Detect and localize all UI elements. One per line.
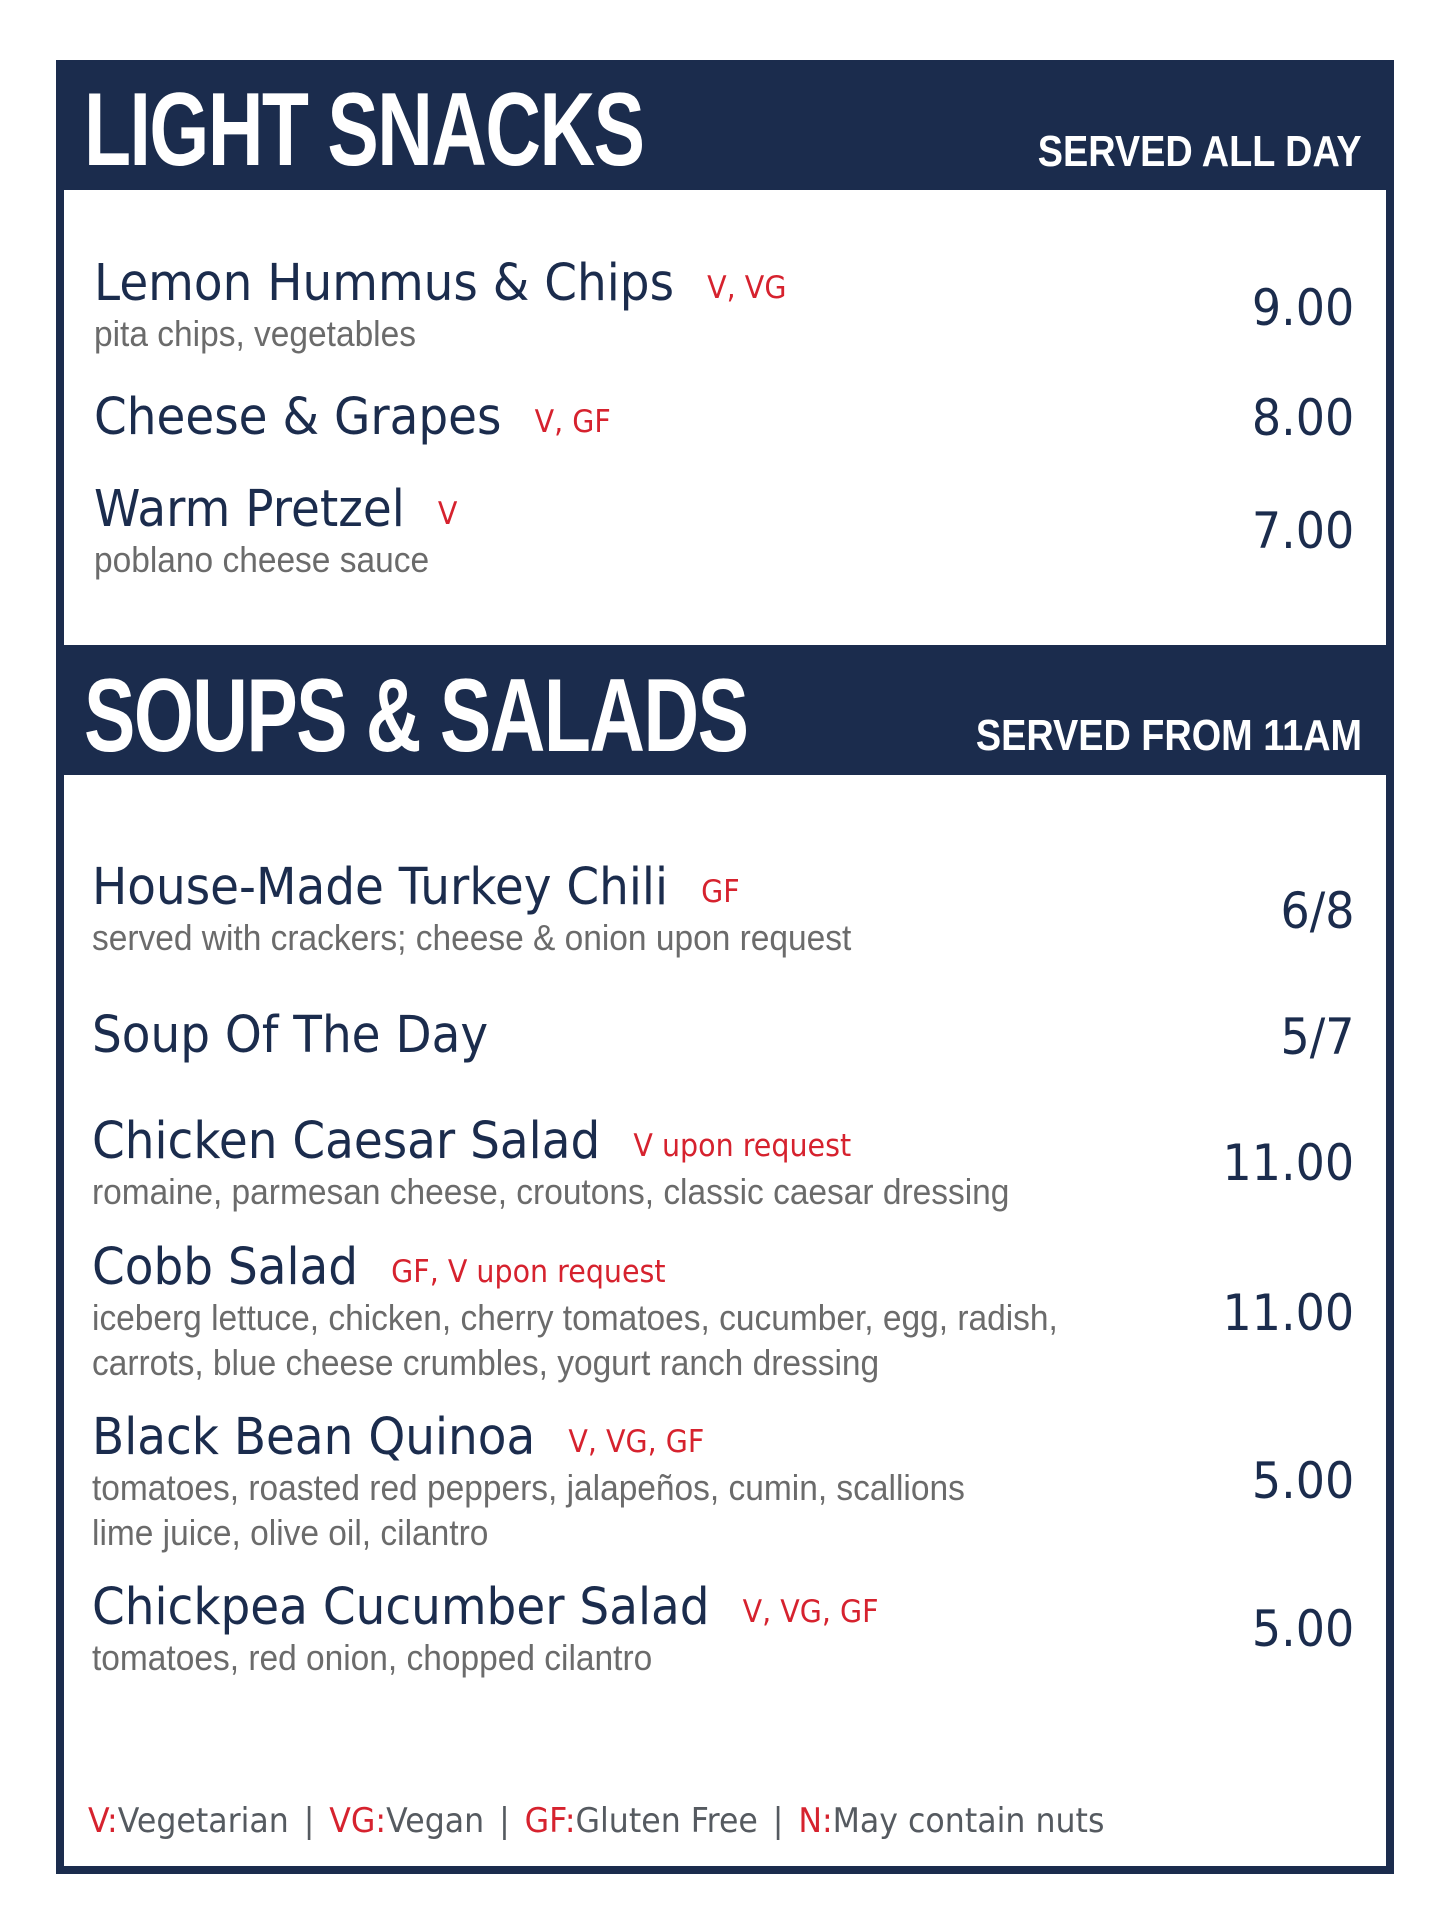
menu-item-name (94, 480, 458, 539)
menu-item-name (92, 1578, 879, 1637)
menu-item-name (94, 388, 611, 447)
menu-item-price: 7.00 (1251, 502, 1354, 560)
menu-item-price: 5.00 (1251, 1600, 1354, 1658)
dietary-tags: V, VG, GF (742, 1594, 879, 1630)
section-subtitle-light-snacks: SERVED ALL DAY (1038, 127, 1362, 176)
legend-separator: | (499, 1801, 510, 1841)
menu-item-name (92, 1238, 666, 1297)
menu-item-description: tomatoes, roasted red peppers, jalapeños, cumin, scallions (92, 1467, 965, 1508)
dietary-tags: V, GF (534, 404, 611, 440)
section-subtitle-soups-salads: SERVED FROM 11AM (975, 711, 1362, 760)
dietary-tags: V upon request (633, 1128, 852, 1164)
legend-label: Gluten Free (575, 1801, 758, 1841)
menu-item-price: 5.00 (1251, 1452, 1354, 1510)
menu-item-name (94, 254, 787, 313)
dietary-tags: V, VG (707, 270, 787, 306)
legend-code: V: (88, 1801, 118, 1841)
dietary-legend (88, 1801, 1105, 1841)
menu-item-description: served with crackers; cheese & onion upon request (92, 917, 852, 958)
menu-item-name (92, 1408, 705, 1467)
menu-item-price: 11.00 (1222, 1284, 1354, 1342)
dietary-tags: V (437, 496, 458, 532)
item-name-text: Chickpea Cucumber Salad (92, 1578, 710, 1637)
section-title-soups-salads: SOUPS & SALADS (84, 658, 748, 774)
menu-item-price: 9.00 (1251, 279, 1354, 337)
dietary-tags: GF (701, 874, 740, 910)
menu-item-description: poblano cheese sauce (94, 539, 430, 580)
menu-item-price: 8.00 (1251, 389, 1354, 447)
menu-item-description: carrots, blue cheese crumbles, yogurt ranch dressing (92, 1342, 880, 1383)
legend-label: May contain nuts (832, 1801, 1105, 1841)
menu-item-price: 5/7 (1279, 1008, 1354, 1066)
menu-item-description: pita chips, vegetables (94, 313, 416, 354)
menu-item-description: romaine, parmesan cheese, croutons, classic caesar dressing (92, 1171, 1010, 1212)
menu-item-name (92, 858, 740, 917)
legend-separator: | (772, 1801, 784, 1841)
item-name-text: Cobb Salad (92, 1238, 359, 1297)
legend-separator: | (303, 1801, 315, 1841)
item-name-text: Warm Pretzel (94, 480, 405, 539)
menu-item-price: 6/8 (1279, 882, 1354, 940)
menu-item-name (92, 1112, 852, 1171)
legend-label: Vegetarian (117, 1801, 289, 1841)
menu-item-description: tomatoes, red onion, chopped cilantro (92, 1637, 653, 1678)
item-name-text: Chicken Caesar Salad (92, 1112, 601, 1171)
item-name-text: Soup Of The Day (92, 1006, 489, 1065)
menu-item-name (92, 1006, 489, 1065)
item-name-text: Cheese & Grapes (94, 388, 502, 447)
legend-code: GF: (524, 1801, 576, 1841)
legend-label: Vegan (386, 1801, 485, 1841)
item-name-text: House-Made Turkey Chili (92, 858, 668, 917)
menu-item-price: 11.00 (1222, 1134, 1354, 1192)
section-title-light-snacks: LIGHT SNACKS (84, 72, 644, 188)
menu-item-description: iceberg lettuce, chicken, cherry tomatoes, cucumber, egg, radish, (92, 1297, 1058, 1338)
dietary-tags: GF, V upon request (391, 1254, 666, 1290)
menu-item-description: lime juice, olive oil, cilantro (92, 1512, 489, 1553)
legend-code: N: (798, 1801, 833, 1841)
legend-code: VG: (329, 1801, 387, 1841)
item-name-text: Black Bean Quinoa (92, 1408, 536, 1467)
item-name-text: Lemon Hummus & Chips (94, 254, 675, 313)
dietary-tags: V, VG, GF (568, 1424, 705, 1460)
